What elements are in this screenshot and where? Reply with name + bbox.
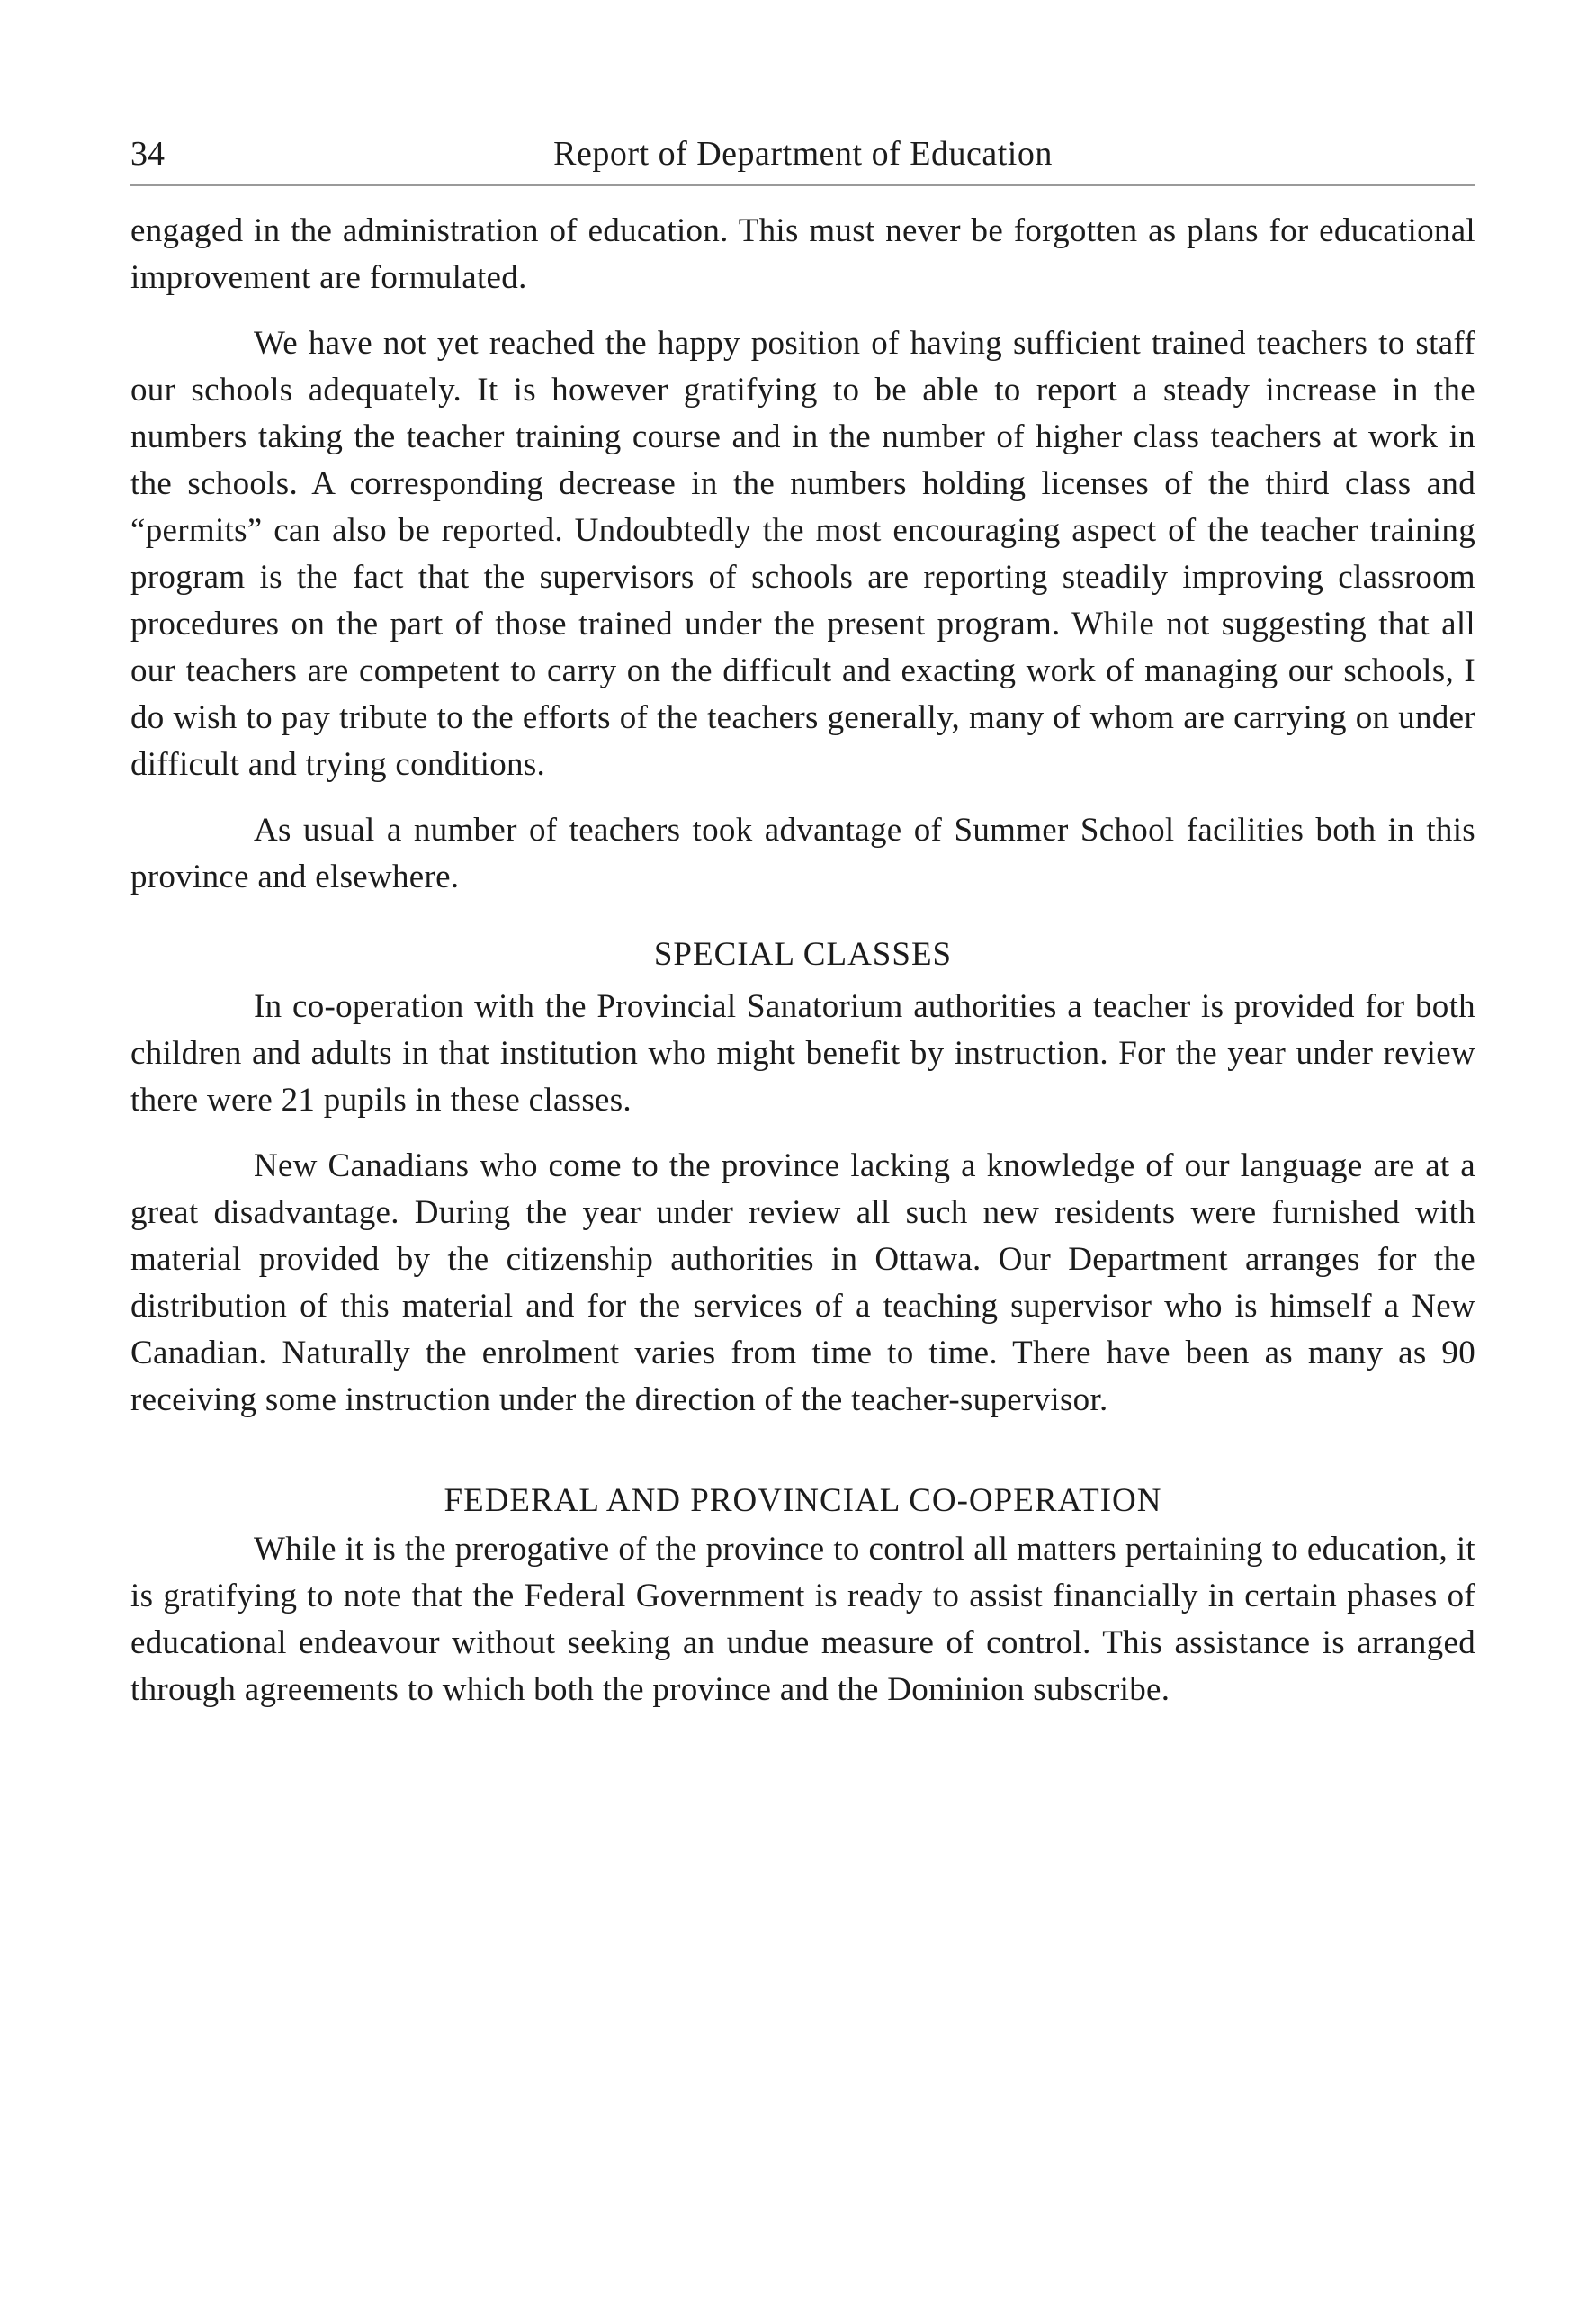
paragraph-teacher-training: We have not yet reached the happy position of having sufficient trained teachers to staff our schools adequately. It is however gratifying to be able to report a steady increase in the numbers taking the teacher training course and in the number of higher class teachers at work in the schools. A corresponding decrease in the numbers holding licenses of the third class and “permits” can also be reported. Undoubtedly the most encouraging aspect of the teacher training program is the fact that the supervisors of schools are reporting steadily improving classroom procedures on the part of those trained under the present program. While not suggesting that all our teachers are competent to carry on the difficult and exacting work of managing our schools, I do wish to pay tribute to the efforts of the teachers generally, many of whom are carrying on under difficult and trying conditions.: [130, 325, 1475, 783]
section-heading-special-classes: SPECIAL CLASSES: [653, 936, 953, 973]
paragraph-continuation: engaged in the administration of education. This must never be forgotten as plans for educational improvement are formulated.: [130, 212, 1475, 296]
paragraph-federal-cooperation: While it is the prerogative of the province to control all matters pertaining to education, it is gratifying to note that the Federal Government is ready to assist financially in certain phases of educational endeavour without seeking an undue measure of control. This assistance is arranged through agreements to which both the province and the Dominion subscribe.: [130, 1531, 1475, 1708]
paragraph-new-canadians: New Canadians who come to the province lacking a knowledge of our language are at a great disadvantage. During the year under review all such new residents were furnished with material provided by the citizenship authorities in Ottawa. Our Department arranges for the distribution of this material and for the services of a teaching supervisor who is himself a New Canadian. Naturally the enrolment varies from time to time. There have been as many as 90 receiving some instruction under the direction of the teacher-supervisor.: [130, 1147, 1475, 1418]
paragraph-summer-school: As usual a number of teachers took advantage of Summer School facilities both in this province and elsewhere.: [130, 812, 1475, 895]
document-body: [130, 208, 1475, 1713]
section-heading-federal-provincial: FEDERAL AND PROVINCIAL CO-OPERATION: [444, 1482, 1162, 1519]
page-number: 34: [130, 135, 165, 173]
paragraph-sanatorium: In co-operation with the Provincial Sanatorium authorities a teacher is provided for both children and adults in that institution who might benefit by instruction. For the year under review there were 21 pupils in these classes.: [130, 988, 1475, 1119]
running-header: [130, 130, 1475, 186]
running-title: Report of Department of Education: [553, 135, 1053, 173]
document-page: [130, 130, 1475, 1713]
